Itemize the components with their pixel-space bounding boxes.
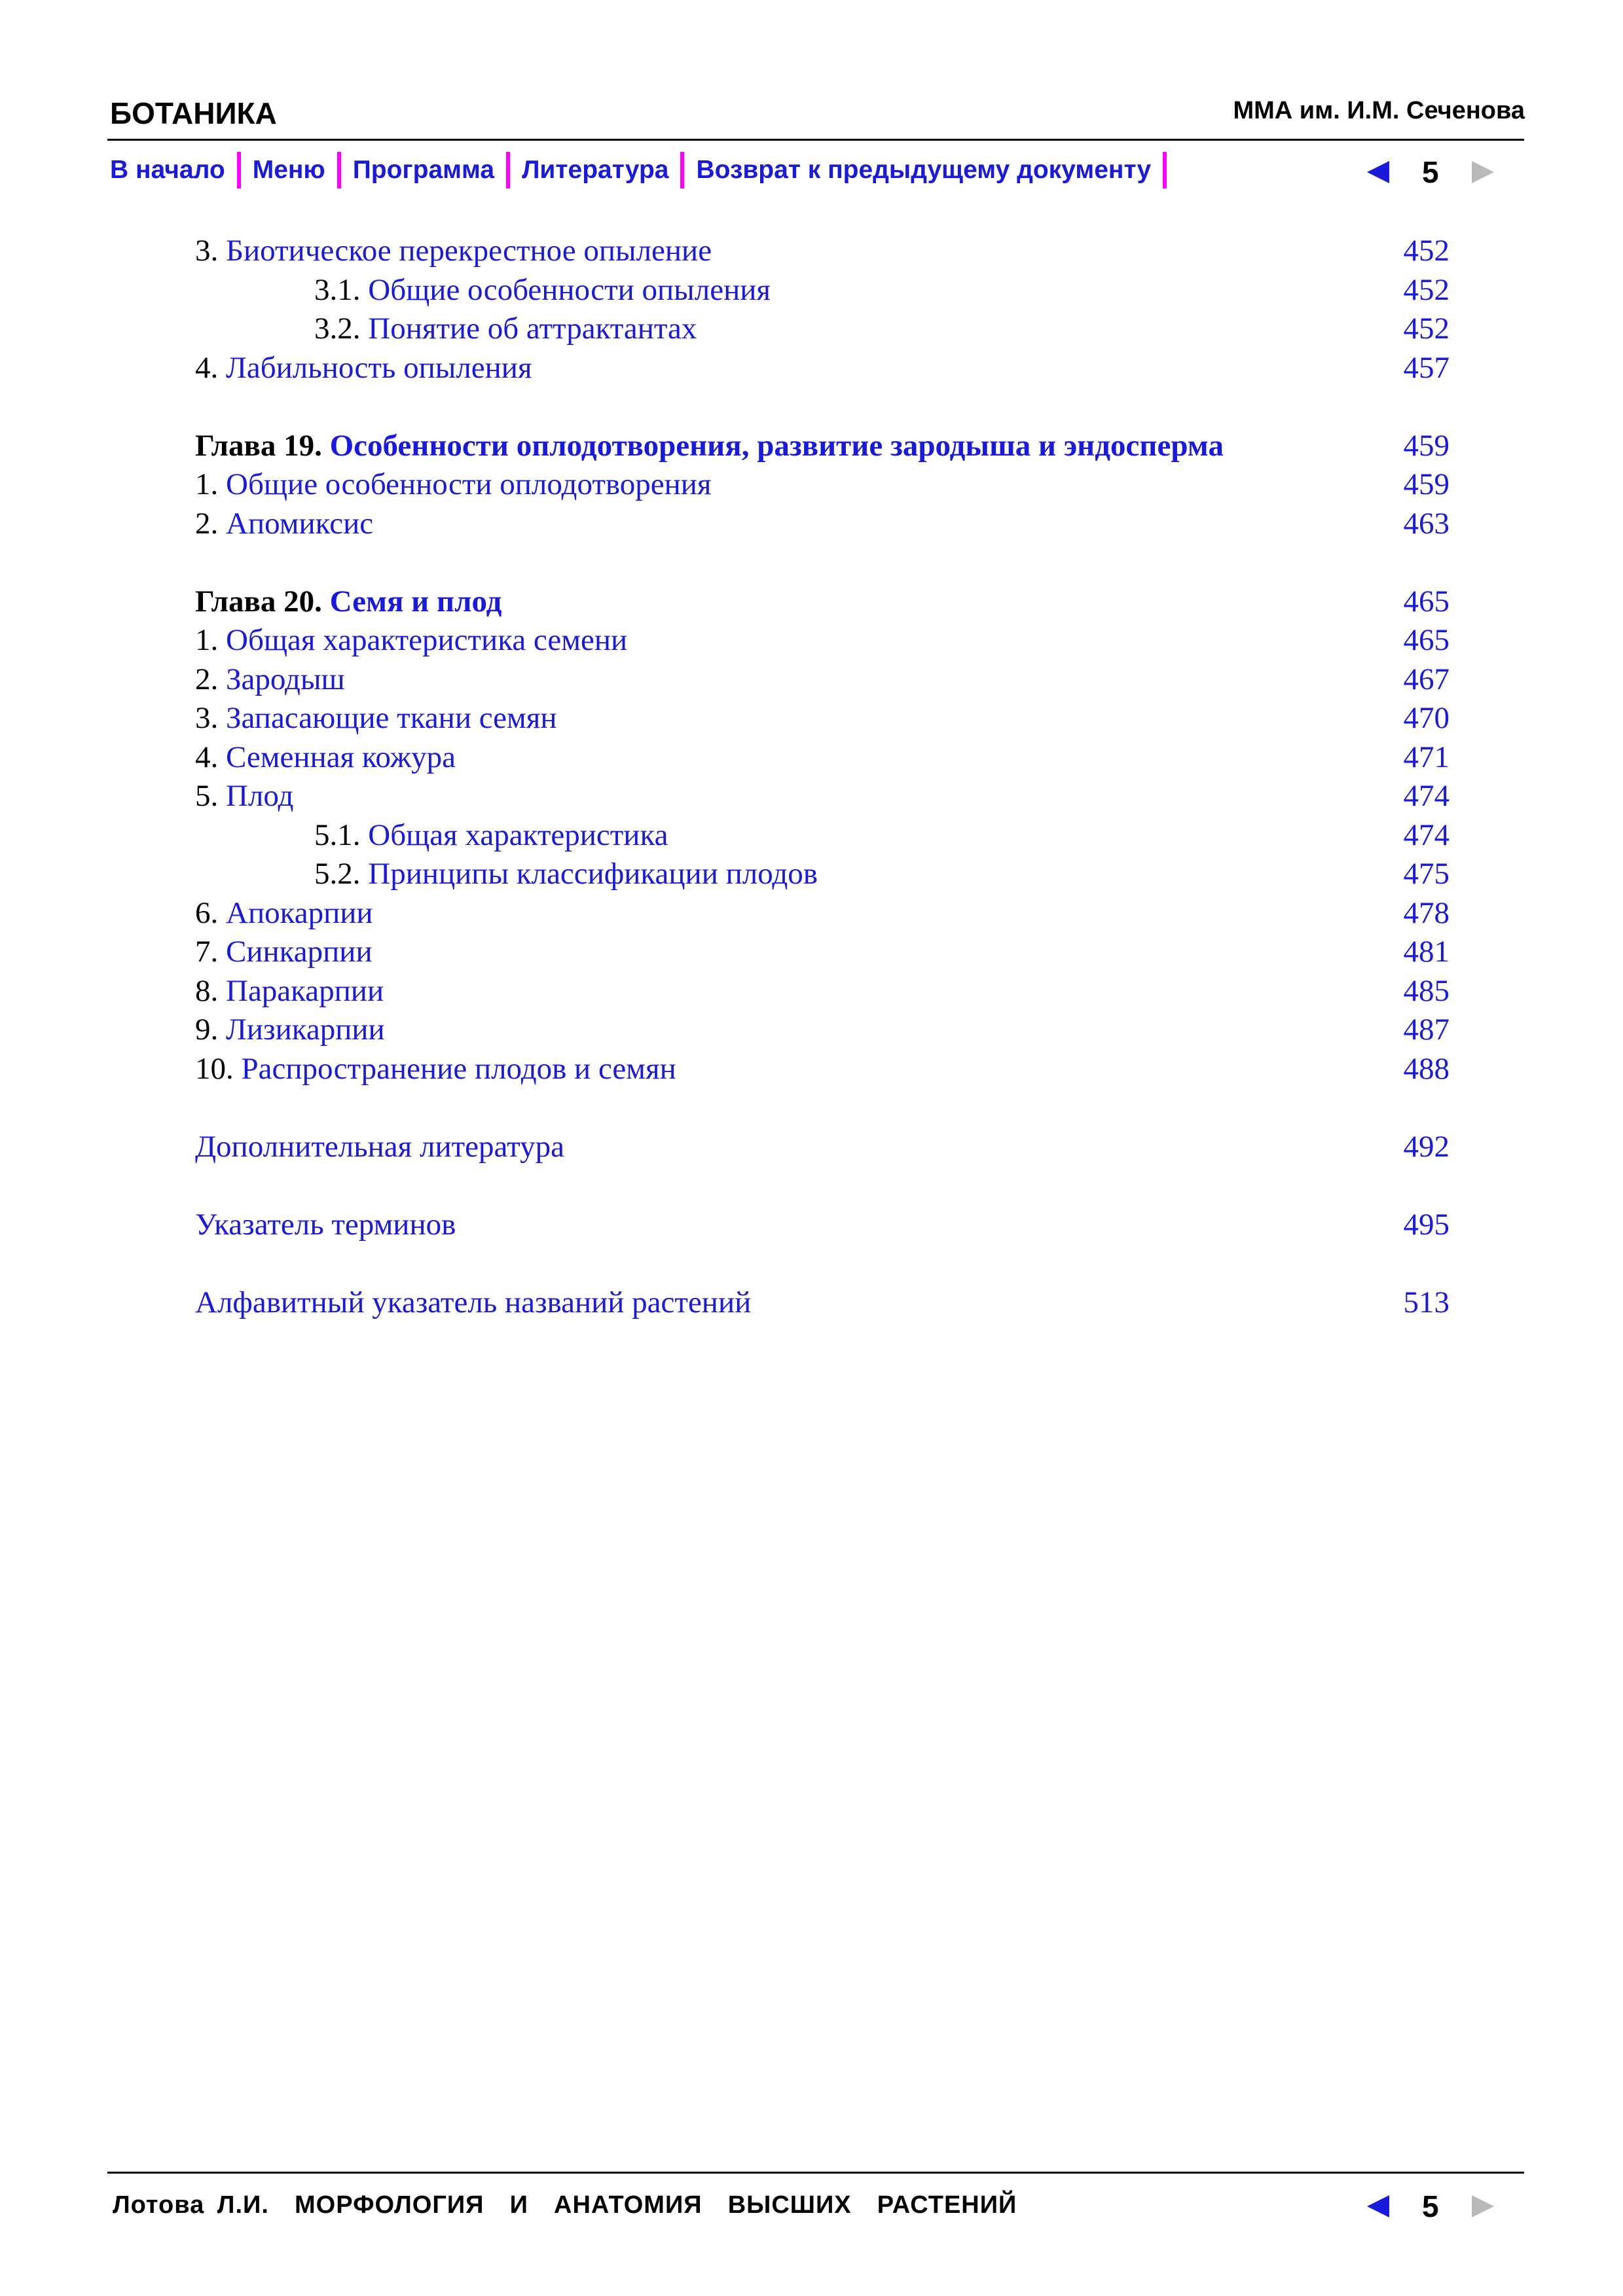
bottom-pager [1367,2189,1494,2224]
toc-entry-number: 3.1. [314,272,361,307]
nav-separator [506,152,510,188]
toc-entry-number: 2. [195,506,219,541]
nav-link-program[interactable]: Программа [352,156,495,184]
toc-entry[interactable] [195,738,1450,778]
toc-entry-number: 1. [195,623,219,657]
toc-entry-page[interactable]: 475 [1403,857,1450,891]
toc-entry[interactable] [195,349,1450,388]
toc-entry-label[interactable]: Общая характеристика [368,817,668,852]
toc-entry[interactable] [195,465,1450,505]
toc-entry[interactable] [195,660,1450,700]
toc-entry[interactable] [195,894,1450,933]
toc-entry-page[interactable]: 474 [1403,779,1450,813]
toc-entry-number: 3. [195,701,219,735]
toc-entry-page[interactable]: 513 [1403,1285,1450,1319]
toc-entry[interactable] [195,855,1450,894]
toc-entry-plant-index[interactable] [195,1283,1450,1323]
nav-separator [337,152,341,188]
toc-entry[interactable] [195,271,1450,310]
nav-link-literature[interactable]: Литература [522,156,669,184]
chapter-title[interactable]: Особенности оплодотворения, развитие зародыша и эндосперма [329,428,1224,463]
navigation-bar [110,152,1178,188]
toc-entry[interactable] [195,1011,1450,1050]
toc-entry-label[interactable]: Общие особенности оплодотворения [226,467,712,501]
toc-entry-number: 2. [195,662,219,696]
footer-divider [107,2172,1524,2174]
toc-entry-page[interactable]: 465 [1403,584,1450,619]
toc-entry-number: 5. [195,779,219,813]
toc-entry-page[interactable]: 488 [1403,1051,1450,1086]
institution-name: ММА им. И.М. Сеченова [1233,97,1525,124]
toc-entry-number: 8. [195,973,219,1008]
toc-entry-label[interactable]: Запасающие ткани семян [226,701,557,735]
toc-entry-page[interactable]: 467 [1403,662,1450,696]
toc-entry-page[interactable]: 492 [1403,1129,1450,1164]
toc-entry-label[interactable]: Паракарпии [226,973,384,1008]
toc-entry-page[interactable]: 459 [1403,428,1450,463]
toc-entry-number: 5.1. [314,817,361,852]
toc-entry-label[interactable]: Зародыш [226,662,345,696]
nav-separator [680,152,684,188]
toc-entry-label[interactable]: Плод [226,779,294,813]
toc-entry-number: 4. [195,740,219,774]
page-number: 5 [1422,155,1439,189]
next-page-icon[interactable] [1472,161,1494,183]
toc-entry[interactable] [195,621,1450,660]
page-number: 5 [1422,2189,1439,2223]
toc-entry-label[interactable]: Биотическое перекрестное опыление [226,234,712,268]
toc-entry-page[interactable]: 452 [1403,312,1450,346]
chapter-title[interactable]: Семя и плод [329,584,502,619]
toc-entry[interactable] [195,699,1450,738]
toc-entry-number: 3.2. [314,312,361,346]
toc-entry-page[interactable]: 465 [1403,623,1450,657]
nav-separator [237,152,241,188]
toc-entry-page[interactable]: 485 [1403,973,1450,1008]
toc-entry-label[interactable]: Принципы классификации плодов [368,857,818,891]
toc-entry-page[interactable]: 471 [1403,740,1450,774]
chapter-number: Глава 20. [195,584,322,619]
table-of-contents [195,232,1450,1322]
header-divider [107,139,1524,141]
toc-entry-number: 3. [195,234,219,268]
toc-entry-label[interactable]: Синкарпии [226,935,373,969]
toc-entry-label[interactable]: Семенная кожура [226,740,456,774]
toc-entry[interactable] [195,816,1450,855]
toc-entry[interactable] [195,310,1450,349]
toc-entry-number: 6. [195,895,219,930]
toc-entry[interactable] [195,1050,1450,1089]
nav-link-back[interactable]: Возврат к предыдущему документу [696,156,1152,184]
nav-link-home[interactable]: В начало [110,156,225,184]
toc-entry-label[interactable]: Дополнительная литература [195,1129,564,1164]
toc-entry[interactable] [195,505,1450,544]
toc-entry-number: 7. [195,935,219,969]
toc-entry-number: 10. [195,1051,234,1086]
toc-entry-label[interactable]: Общие особенности опыления [368,272,771,307]
toc-entry-page[interactable]: 459 [1403,467,1450,501]
toc-entry-page[interactable]: 481 [1403,935,1450,969]
toc-entry-label[interactable]: Понятие об аттрактантах [368,312,697,346]
chapter-number: Глава 19. [195,428,322,463]
footer-book-title: Лотова Л.И. МОРФОЛОГИЯ И АНАТОМИЯ ВЫСШИХ РАСТЕНИЙ [113,2191,1017,2219]
toc-entry-label[interactable]: Апомиксис [226,506,374,541]
toc-entry-page[interactable]: 474 [1403,817,1450,852]
toc-entry[interactable] [195,777,1450,816]
toc-chapter-heading[interactable] [195,583,1450,622]
previous-page-icon[interactable] [1367,161,1389,183]
toc-entry-page[interactable]: 478 [1403,895,1450,930]
toc-entry-number: 9. [195,1013,219,1047]
toc-entry-label[interactable]: Общая характеристика семени [226,623,628,657]
top-pager [1367,154,1494,190]
toc-entry-page[interactable]: 470 [1403,701,1450,735]
toc-entry-page[interactable]: 495 [1403,1207,1450,1242]
toc-entry-page[interactable]: 463 [1403,506,1450,541]
previous-page-icon[interactable] [1367,2195,1389,2217]
toc-chapter-heading[interactable] [195,427,1450,466]
toc-entry-page[interactable]: 457 [1403,350,1450,385]
toc-entry-page[interactable]: 487 [1403,1013,1450,1047]
toc-entry-label[interactable]: Лабильность опыления [226,350,532,385]
nav-separator [1163,152,1167,188]
nav-link-menu[interactable]: Меню [252,156,325,184]
toc-entry-page[interactable]: 452 [1403,272,1450,307]
toc-entry-label[interactable]: Алфавитный указатель названий растений [195,1285,752,1319]
toc-entry-label[interactable]: Лизикарпии [226,1013,385,1047]
next-page-icon[interactable] [1472,2195,1494,2217]
toc-entry-additional-literature[interactable] [195,1128,1450,1167]
toc-entry-label[interactable]: Апокарпии [226,895,373,930]
toc-entry-label[interactable]: Распространение плодов и семян [241,1051,676,1086]
toc-entry[interactable] [195,232,1450,271]
toc-entry-page[interactable]: 452 [1403,234,1450,268]
toc-entry-term-index[interactable] [195,1206,1450,1245]
document-title: БОТАНИКА [110,96,277,130]
toc-entry[interactable] [195,972,1450,1011]
toc-entry-label[interactable]: Указатель терминов [195,1207,456,1242]
toc-entry[interactable] [195,933,1450,972]
toc-entry-number: 4. [195,350,219,385]
toc-entry-number: 1. [195,467,219,501]
toc-entry-number: 5.2. [314,857,361,891]
